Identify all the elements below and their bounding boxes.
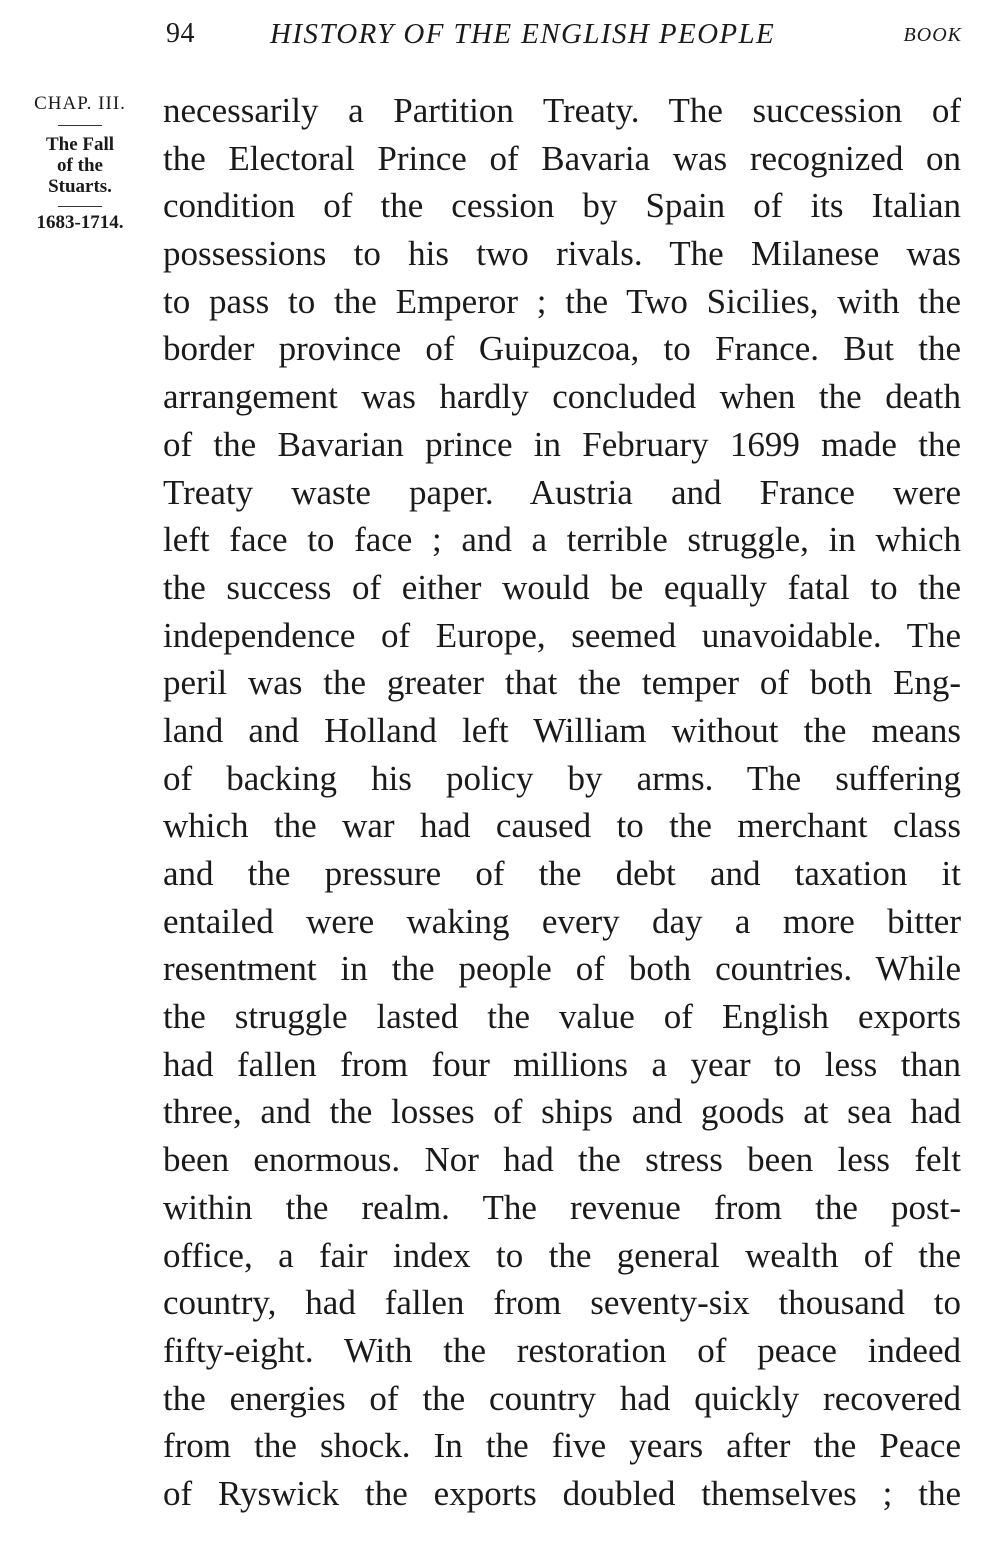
text-line: condition of the cession by Spain of its Italian (163, 186, 961, 226)
text-line: of backing his policy by arms. The suffering (163, 758, 961, 798)
text-line: Treaty waste paper. Austria and France were (163, 472, 961, 512)
text-line: possessions to his two rivals. The Milanese was (163, 234, 961, 274)
text-line: the Electoral Prince of Bavaria was recognized on (163, 138, 961, 178)
text-line: had fallen from four millions a year to less than (163, 1044, 961, 1084)
text-line: the energies of the country had quickly recovered (163, 1378, 961, 1418)
text-line: the struggle lasted the value of English exports (163, 997, 961, 1037)
text-line: border province of Guipuzcoa, to France. But the (163, 329, 961, 369)
text-line: which the war had caused to the merchant class (163, 806, 961, 846)
section-title-line-1: The Fall (45, 134, 115, 155)
chapter-label: CHAP. III. (34, 93, 126, 114)
text-line: fifty-eight. With the restoration of peace indeed (163, 1330, 961, 1370)
text-line: arrangement was hardly concluded when the death (163, 377, 961, 417)
text-line: country, had fallen from seventy-six thousand to (163, 1283, 961, 1323)
text-line: from the shock. In the five years after the Peace (163, 1426, 961, 1466)
section-title-line-3: Stuarts. (48, 176, 112, 197)
text-line: to pass to the Emperor ; the Two Sicilies, with the (163, 281, 961, 321)
page-number: 94 (166, 18, 195, 49)
margin-sidenote (10, 92, 150, 235)
text-line: and the pressure of the debt and taxation it (163, 854, 961, 893)
text-line: within the realm. The revenue from the post- (163, 1187, 961, 1227)
sidenote-divider (58, 206, 102, 207)
text-line: three, and the losses of ships and goods at sea had (163, 1092, 961, 1132)
date-range: 1683-1714. (36, 212, 124, 233)
body-text (163, 87, 961, 1518)
text-line: necessarily a Partition Treaty. The succession of (163, 91, 961, 130)
running-head (0, 18, 1000, 54)
text-line: resentment in the people of both countries. While (163, 949, 961, 989)
sidenote-divider (58, 125, 102, 126)
section-title-line-2: of the (57, 155, 103, 176)
text-line: been enormous. Nor had the stress been less felt (163, 1140, 961, 1180)
text-line: peril was the greater that the temper of both Eng- (163, 663, 961, 703)
text-line: office, a fair index to the general wealth of the (163, 1235, 961, 1275)
book-label: BOOK (903, 24, 962, 46)
text-line: of Ryswick the exports doubled themselves ; the (163, 1473, 961, 1513)
text-line: the success of either would be equally fatal to the (163, 567, 961, 607)
text-line: left face to face ; and a terrible struggle, in which (163, 520, 961, 560)
text-line: of the Bavarian prince in February 1699 made the (163, 424, 961, 464)
text-line: land and Holland left William without the means (163, 710, 961, 750)
text-line: entailed were waking every day a more bitter (163, 901, 961, 941)
running-title: HISTORY OF THE ENGLISH PEOPLE (270, 18, 776, 50)
text-line: independence of Europe, seemed unavoidable. The (163, 615, 961, 655)
